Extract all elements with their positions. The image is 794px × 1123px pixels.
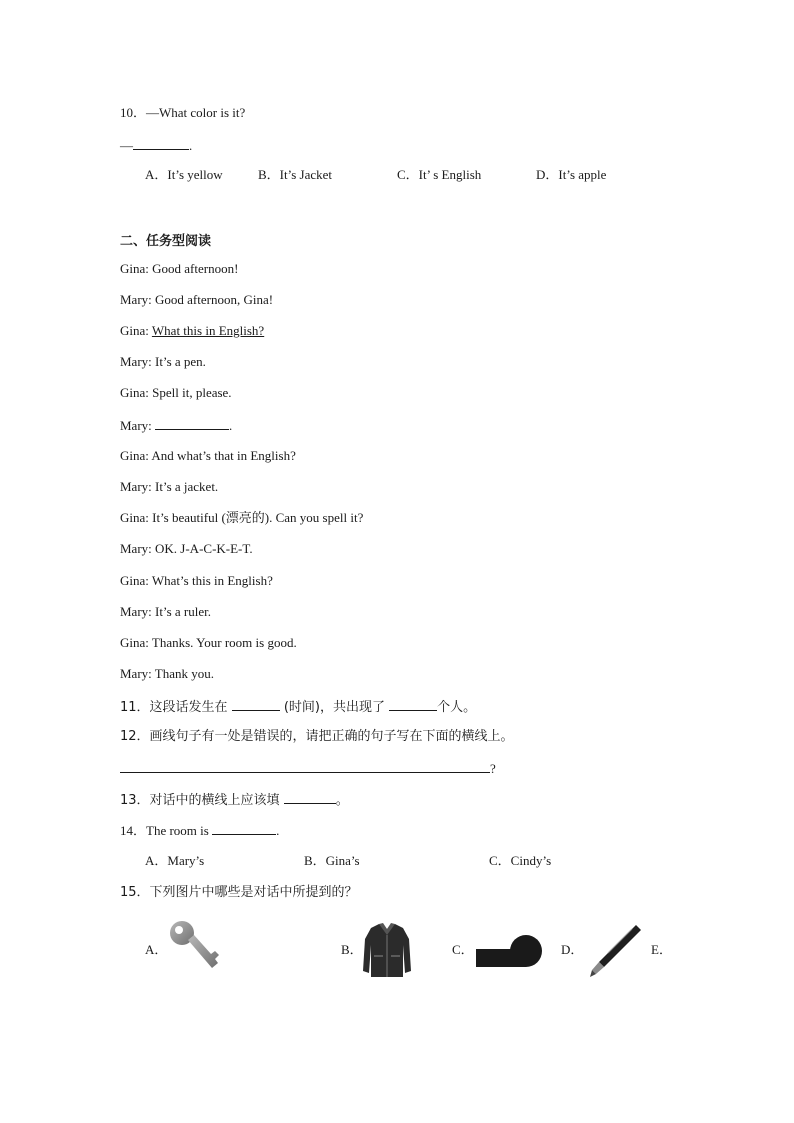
q15-option-d[interactable]: D．: [561, 942, 584, 957]
q14-question: [120, 821, 279, 840]
q12-answer-line: [120, 759, 496, 778]
section-heading: 二、任务型阅读: [120, 234, 212, 249]
q12-answer-blank[interactable]: [120, 759, 490, 773]
q10-dash: —: [120, 138, 133, 153]
ruler-icon: [476, 933, 542, 973]
dialogue-line: Gina: And what’s that in English?: [120, 448, 296, 463]
dialogue-line: Gina: Good afternoon!: [120, 261, 239, 276]
q14-option-a[interactable]: A．Mary’s: [145, 853, 205, 868]
q11-count-blank[interactable]: [389, 697, 437, 711]
q12-question: 12．画线句子有一处是错误的，请把正确的句子写在下面的横线上。: [120, 729, 514, 744]
dialogue-line-blank: [120, 416, 232, 435]
speaker-label: Gina:: [120, 323, 152, 338]
q13-part2: 。: [335, 793, 349, 808]
q12-suffix: ?: [490, 761, 496, 776]
q15-option-e[interactable]: E．: [651, 942, 672, 957]
q14-period: .: [276, 823, 280, 838]
dialogue-line: Gina: Spell it, please.: [120, 385, 232, 400]
blank-period: .: [229, 418, 233, 433]
pen-icon: [588, 922, 644, 982]
dialogue-line: Mary: OK. J-A-C-K-E-T.: [120, 541, 253, 556]
dialogue-line: Mary: Good afternoon, Gina!: [120, 292, 274, 307]
q13-question: [120, 790, 349, 810]
q14-text: 14．The room is: [120, 823, 213, 838]
dialogue-line: Gina: It’s beautiful (漂亮的). Can you spell it?: [120, 510, 364, 525]
q15-option-a[interactable]: A．: [145, 942, 168, 957]
dialogue-line-underlined: [120, 322, 264, 340]
q10-option-d[interactable]: D．It’s apple: [536, 167, 607, 182]
q10-period: .: [189, 138, 193, 153]
dialogue-line: Mary: It’s a ruler.: [120, 604, 211, 619]
q15-option-c[interactable]: C．: [452, 942, 474, 957]
dialogue-line: Mary: Thank you.: [120, 666, 214, 681]
q15-question: 15．下列图片中哪些是对话中所提到的？: [120, 885, 358, 900]
jacket-icon: [361, 921, 413, 983]
q10-option-c[interactable]: C．It’ s English: [397, 167, 482, 182]
dialogue-line: Gina: Thanks. Your room is good.: [120, 635, 297, 650]
q11-question: [120, 697, 476, 717]
q14-option-c[interactable]: C．Cindy’s: [489, 853, 552, 868]
q10-answer-line: [120, 136, 192, 155]
q14-option-b[interactable]: B．Gina’s: [304, 853, 360, 868]
q11-part3: 个人。: [437, 700, 477, 715]
dialogue-line: Mary: It’s a jacket.: [120, 479, 219, 494]
q10-option-a[interactable]: A．It’s yellow: [145, 167, 223, 182]
q14-blank[interactable]: [212, 821, 276, 835]
spelling-blank[interactable]: [155, 416, 229, 430]
q11-part1: 11．这段话发生在: [120, 700, 232, 715]
q10-option-b[interactable]: B．It’s Jacket: [258, 167, 333, 182]
q11-time-blank[interactable]: [232, 697, 280, 711]
underlined-sentence: What this in English?: [151, 323, 265, 338]
q13-blank[interactable]: [284, 790, 336, 804]
speaker-label: Mary:: [120, 418, 156, 433]
q13-part1: 13．对话中的横线上应该填: [120, 793, 284, 808]
q15-option-b[interactable]: B．: [341, 942, 363, 957]
dialogue-line: Mary: It’s a pen.: [120, 354, 206, 369]
dialogue-line: Gina: What’s this in English?: [120, 573, 273, 588]
q10-question: 10．—What color is it?: [120, 105, 246, 120]
q11-part2: (时间)，共出现了: [279, 700, 390, 715]
q10-answer-blank[interactable]: [133, 136, 189, 150]
key-icon: [166, 918, 226, 980]
